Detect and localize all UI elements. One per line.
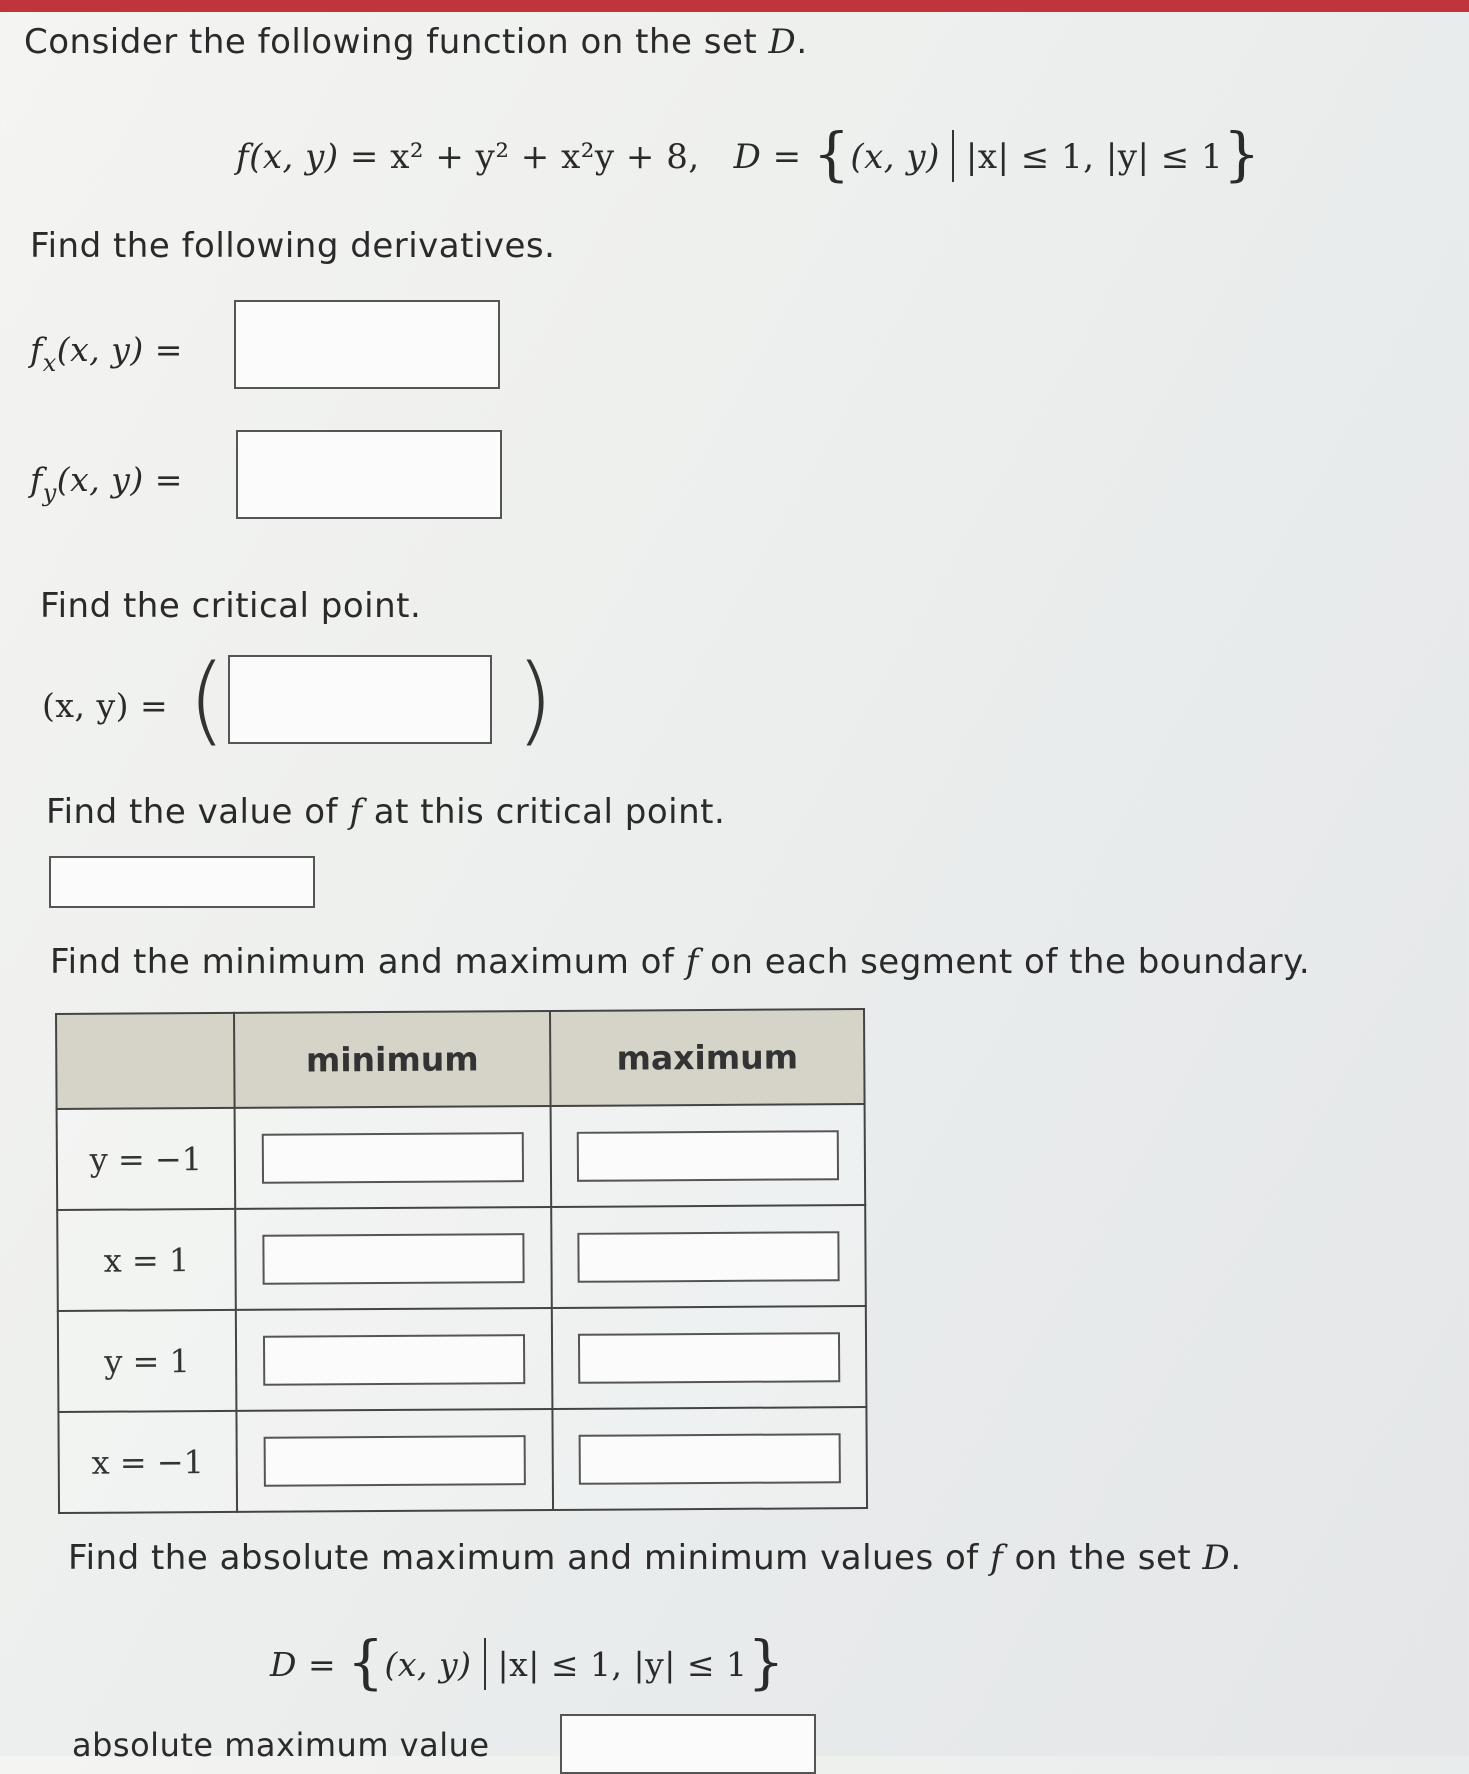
- fx-input[interactable]: [234, 300, 500, 389]
- min-input-x-neg1[interactable]: [264, 1435, 526, 1487]
- row-label-y-neg1: y = −1: [57, 1108, 236, 1210]
- set-divider: [952, 130, 954, 182]
- absolute-heading-var: f: [990, 1538, 1004, 1578]
- min-input-y-1[interactable]: [263, 1334, 525, 1386]
- min-cell: [235, 1207, 552, 1310]
- max-input-y-1[interactable]: [578, 1332, 840, 1384]
- boundary-heading: [50, 942, 1310, 982]
- boundary-heading-pre: Find the minimum and maximum of: [50, 942, 675, 982]
- function-lhs: f(x, y) =: [236, 137, 379, 177]
- row-label-x-1: x = 1: [57, 1209, 236, 1311]
- absolute-heading-pre: Find the absolute maximum and minimum values of: [68, 1538, 979, 1578]
- absolute-set-definition: [270, 1628, 785, 1696]
- boundary-table: [55, 1008, 868, 1514]
- function-definition: [236, 120, 1261, 188]
- absolute-heading-set: D: [1202, 1538, 1231, 1578]
- left-brace: {: [812, 120, 851, 188]
- value-heading: [46, 792, 725, 832]
- max-cell: [551, 1104, 866, 1207]
- abs-left-brace: {: [347, 1628, 385, 1696]
- derivatives-heading: Find the following derivatives.: [30, 226, 556, 266]
- set-label: D =: [733, 137, 802, 177]
- set-name: D: [768, 22, 797, 62]
- min-cell: [236, 1409, 553, 1512]
- set-condition: |x| ≤ 1, |y| ≤ 1: [965, 137, 1224, 177]
- critical-label: (x, y) =: [42, 686, 169, 725]
- table-header-row: [56, 1009, 865, 1109]
- max-cell: [551, 1205, 866, 1308]
- abs-right-brace: }: [747, 1628, 785, 1696]
- absolute-heading-mid: on the set: [1014, 1538, 1192, 1578]
- row-label-x-neg1: x = −1: [58, 1411, 237, 1513]
- critical-close-paren: ): [516, 644, 554, 756]
- value-heading-pre: Find the value of: [46, 792, 339, 832]
- min-input-x-1[interactable]: [262, 1233, 524, 1285]
- fx-label: $f_x(x$, y) =: [30, 330, 183, 377]
- max-input-x-neg1[interactable]: [579, 1433, 841, 1485]
- value-heading-post: at this critical point.: [373, 792, 726, 832]
- header-maximum: maximum: [550, 1009, 865, 1106]
- critical-point-input[interactable]: [228, 655, 492, 744]
- row-label-y-1: y = 1: [58, 1310, 237, 1412]
- function-rhs: x² + y² + x²y + 8,: [390, 137, 700, 177]
- min-cell: [236, 1308, 553, 1411]
- max-input-y-neg1[interactable]: [577, 1130, 839, 1182]
- max-cell: [552, 1306, 867, 1409]
- problem-intro: Consider the following function on the set D.: [24, 22, 808, 62]
- critical-open-paren: (: [188, 644, 226, 756]
- table-row: [57, 1104, 866, 1210]
- max-input-x-1[interactable]: [577, 1231, 839, 1283]
- intro-text: Consider the following function on the set: [24, 22, 758, 62]
- table-row: [58, 1407, 867, 1513]
- header-blank: [56, 1013, 235, 1109]
- critical-heading: Find the critical point.: [40, 586, 422, 626]
- table-row: [57, 1205, 866, 1311]
- abs-set-condition: |x| ≤ 1, |y| ≤ 1: [497, 1645, 748, 1684]
- abs-set-label: D =: [270, 1645, 337, 1684]
- value-heading-var: f: [349, 792, 363, 832]
- abs-max-input[interactable]: [560, 1714, 816, 1774]
- abs-max-label: absolute maximum value: [72, 1726, 490, 1764]
- abs-set-pair: (x, y): [384, 1645, 472, 1684]
- right-brace: }: [1223, 120, 1261, 188]
- header-minimum: minimum: [234, 1011, 551, 1108]
- fy-label: $f_y(x$, y) =: [30, 460, 183, 507]
- max-cell: [552, 1407, 867, 1510]
- set-pair: (x, y): [850, 137, 940, 177]
- critical-value-input[interactable]: [49, 856, 315, 908]
- min-input-y-neg1[interactable]: [262, 1132, 524, 1184]
- min-cell: [235, 1106, 552, 1209]
- absolute-heading: Find the absolute maximum and minimum values of f on the set D.: [68, 1538, 1242, 1578]
- table-row: [58, 1306, 867, 1412]
- boundary-heading-var: f: [685, 942, 699, 982]
- abs-set-divider: [484, 1638, 486, 1690]
- fy-input[interactable]: [236, 430, 502, 519]
- top-accent-bar: [0, 0, 1469, 12]
- boundary-heading-post: on each segment of the boundary.: [710, 942, 1311, 982]
